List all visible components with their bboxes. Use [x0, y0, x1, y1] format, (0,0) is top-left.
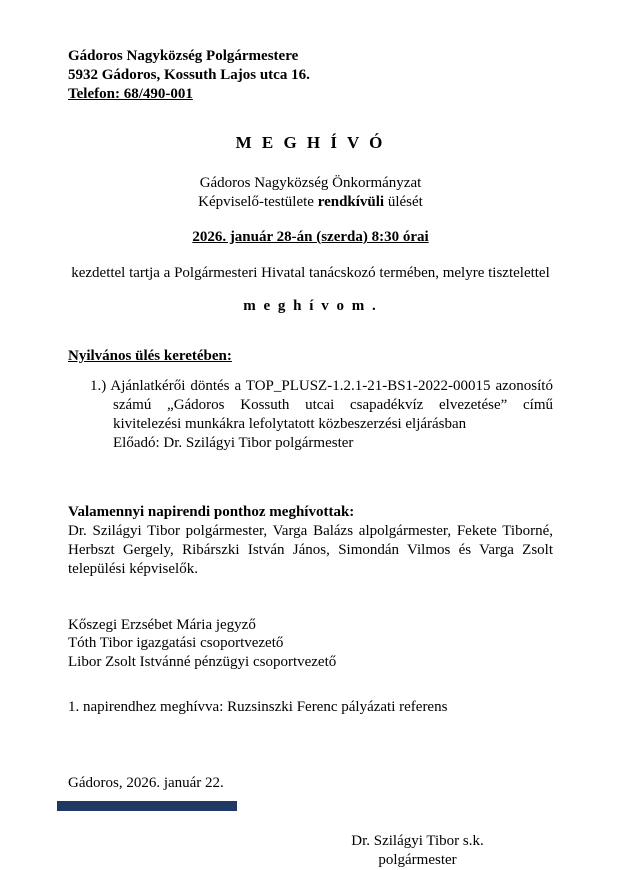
letterhead-office: Gádoros Nagyközség Polgármestere	[68, 48, 299, 64]
signature-name: Dr. Szilágyi Tibor s.k.	[351, 833, 484, 849]
agenda-section-heading: Nyilvános ülés keretében:	[68, 347, 232, 364]
agenda-item-text: Ajánlatkérői döntés a TOP_PLUSZ-1.2.1-21-BS1-2022-00015 azonosító számú „Gádoros Kossuth utcai csapadékvíz elvezetése” című kivitelezési munkákra lefolytatott közbeszerzési eljárásban	[110, 378, 553, 433]
intro-organization: Gádoros Nagyközség Önkormányzat	[199, 175, 422, 192]
agenda-item-presenter: Előadó: Dr. Szilágyi Tibor polgármester	[113, 435, 354, 452]
letterhead-phone: Telefon: 68/490-001	[68, 85, 193, 102]
invitees-heading: Valamennyi napirendi ponthoz meghívottak:	[68, 503, 355, 520]
meeting-datetime: 2026. január 28-án (szerda) 8:30 órai	[192, 228, 429, 245]
extra-invitee-line: 1. napirendhez meghívva: Ruzsinszki Ferenc pályázati referens	[68, 699, 448, 716]
intro-block	[68, 174, 553, 212]
letterhead-address: 5932 Gádoros, Kossuth Lajos utca 16.	[68, 66, 310, 83]
intro-body-line	[68, 193, 553, 212]
intro-body-prefix: Képviselő-testülete	[198, 193, 318, 210]
agenda-item-number: 1.)	[90, 378, 107, 395]
official-finance-lead: Libor Zsolt Istvánné pénzügyi csoportvezető	[68, 654, 337, 671]
document-title: M E G H Í V Ó	[235, 132, 386, 152]
intro-body-emphasis: rendkívüli	[317, 193, 385, 210]
dateline: Gádoros, 2026. január 22.	[68, 775, 224, 792]
officials-list	[68, 616, 553, 673]
invitees-body: Dr. Szilágyi Tibor polgármester, Varga Balázs alpolgármester, Fekete Tiborné, Herbszt Gergely, Ribárszki István János, Simondán Vilmos és Varga Zsolt települési képviselők.	[68, 522, 553, 577]
signature-block	[310, 832, 525, 870]
meeting-location-line: kezdettel tartja a Polgármesteri Hivatal tanácskozó termében, melyre tisztelettel	[71, 264, 550, 281]
official-admin-lead: Tóth Tibor igazgatási csoportvezető	[68, 635, 284, 652]
bottom-edge-bar	[57, 801, 237, 811]
signature-title: polgármester	[378, 851, 457, 868]
agenda-item-1	[68, 377, 553, 434]
intro-body-suffix: ülését	[384, 193, 423, 210]
letterhead	[68, 47, 553, 104]
invite-word: m e g h í v o m .	[243, 297, 378, 314]
official-notary: Kőszegi Erzsébet Mária jegyző	[68, 616, 256, 633]
